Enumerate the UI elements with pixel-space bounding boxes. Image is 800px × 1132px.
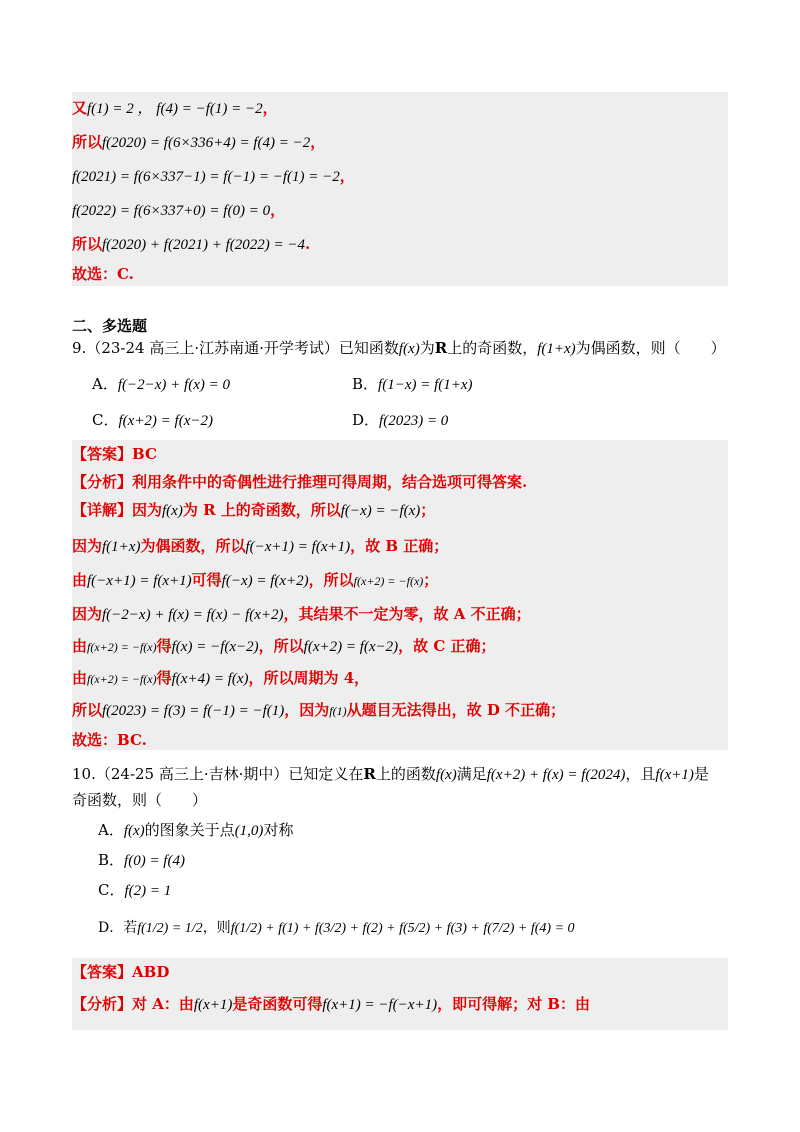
- q10-option-c: C．f(2) = 1: [98, 881, 172, 899]
- q9-detail-5: 由f(x+2) = −f(x)得f(x) = −f(x−2)，所以f(x+2) = f(x−2)，故 C 正确；: [72, 637, 496, 655]
- solution-line-1: 又f(1) = 2 ， f(4) = −f(1) = −2，: [72, 99, 278, 117]
- q9-option-a: A．f(−2−x) + f(x) = 0: [92, 375, 230, 393]
- solution-line-3: f(2021) = f(6×337−1) = f(−1) = −f(1) = −2，: [72, 167, 355, 185]
- solution-line-2: 所以f(2020) = f(6×336+4) = f(4) = −2，: [72, 133, 326, 151]
- q10-answer-box: [72, 958, 728, 1030]
- q9-option-d: D．f(2023) = 0: [352, 411, 449, 429]
- question-9-stem: 9.（23-24 高三上·江苏南通·开学考试）已知函数f(x)为R上的奇函数，f(1+x)为偶函数，则（ ）: [72, 339, 726, 357]
- q9-detail-8: 故选：BC.: [72, 731, 147, 749]
- q10-answer: 【答案】ABD: [72, 963, 170, 981]
- q9-detail-1: 【详解】因为f(x)为 R 上的奇函数，所以f(−x) = −f(x)；: [72, 501, 436, 519]
- q9-analysis: 【分析】利用条件中的奇偶性进行推理可得周期，结合选项可得答案.: [72, 473, 528, 491]
- q10-option-d: D．若f(1/2) = 1/2，则f(1/2) + f(1) + f(3/2) + f(2) + f(5/2) + f(3) + f(7/2) + f(4) = 0: [98, 920, 575, 936]
- q9-answer-box: [72, 440, 728, 750]
- section-title: 二、多选题: [72, 317, 148, 335]
- q9-option-b: B．f(1−x) = f(1+x): [352, 375, 473, 393]
- q10-option-b: B．f(0) = f(4): [98, 851, 185, 869]
- solution-line-6: 故选：C.: [72, 265, 134, 283]
- solution-line-5: 所以f(2020) + f(2021) + f(2022) = −4.: [72, 235, 311, 253]
- q9-detail-3: 由f(−x+1) = f(x+1)可得f(−x) = f(x+2)，所以f(x+2) = −f(x)；: [72, 571, 439, 589]
- q10-analysis: 【分析】对 A：由f(x+1)是奇函数可得f(x+1) = −f(−x+1)，即可得解；对 B：由: [72, 995, 590, 1013]
- solution-line-4: f(2022) = f(6×337+0) = f(0) = 0，: [72, 201, 286, 219]
- question-10-stem-line-1: 10.（24-25 高三上·吉林·期中）已知定义在R上的函数f(x)满足f(x+2) + f(x) = f(2024)，且f(x+1)是: [72, 765, 709, 783]
- q9-detail-6: 由f(x+2) = −f(x)得f(x+4) = f(x)，所以周期为 4，: [72, 669, 370, 687]
- q10-option-a: A．f(x)的图象关于点(1,0)对称: [98, 821, 294, 839]
- q9-option-c: C．f(x+2) = f(x−2): [92, 411, 213, 429]
- q9-answer: 【答案】BC: [72, 445, 157, 463]
- prev-solution-box: [72, 92, 728, 286]
- question-10-stem-line-2: 奇函数，则（ ）: [72, 791, 208, 809]
- q9-detail-7: 所以f(2023) = f(3) = f(−1) = −f(1)，因为f(1)从题目无法得出，故 D 不正确；: [72, 701, 566, 719]
- q9-detail-4: 因为f(−2−x) + f(x) = f(x) − f(x+2)，其结果不一定为零，故 A 不正确；: [72, 605, 531, 623]
- q9-detail-2: 因为f(1+x)为偶函数，所以f(−x+1) = f(x+1)，故 B 正确；: [72, 537, 449, 555]
